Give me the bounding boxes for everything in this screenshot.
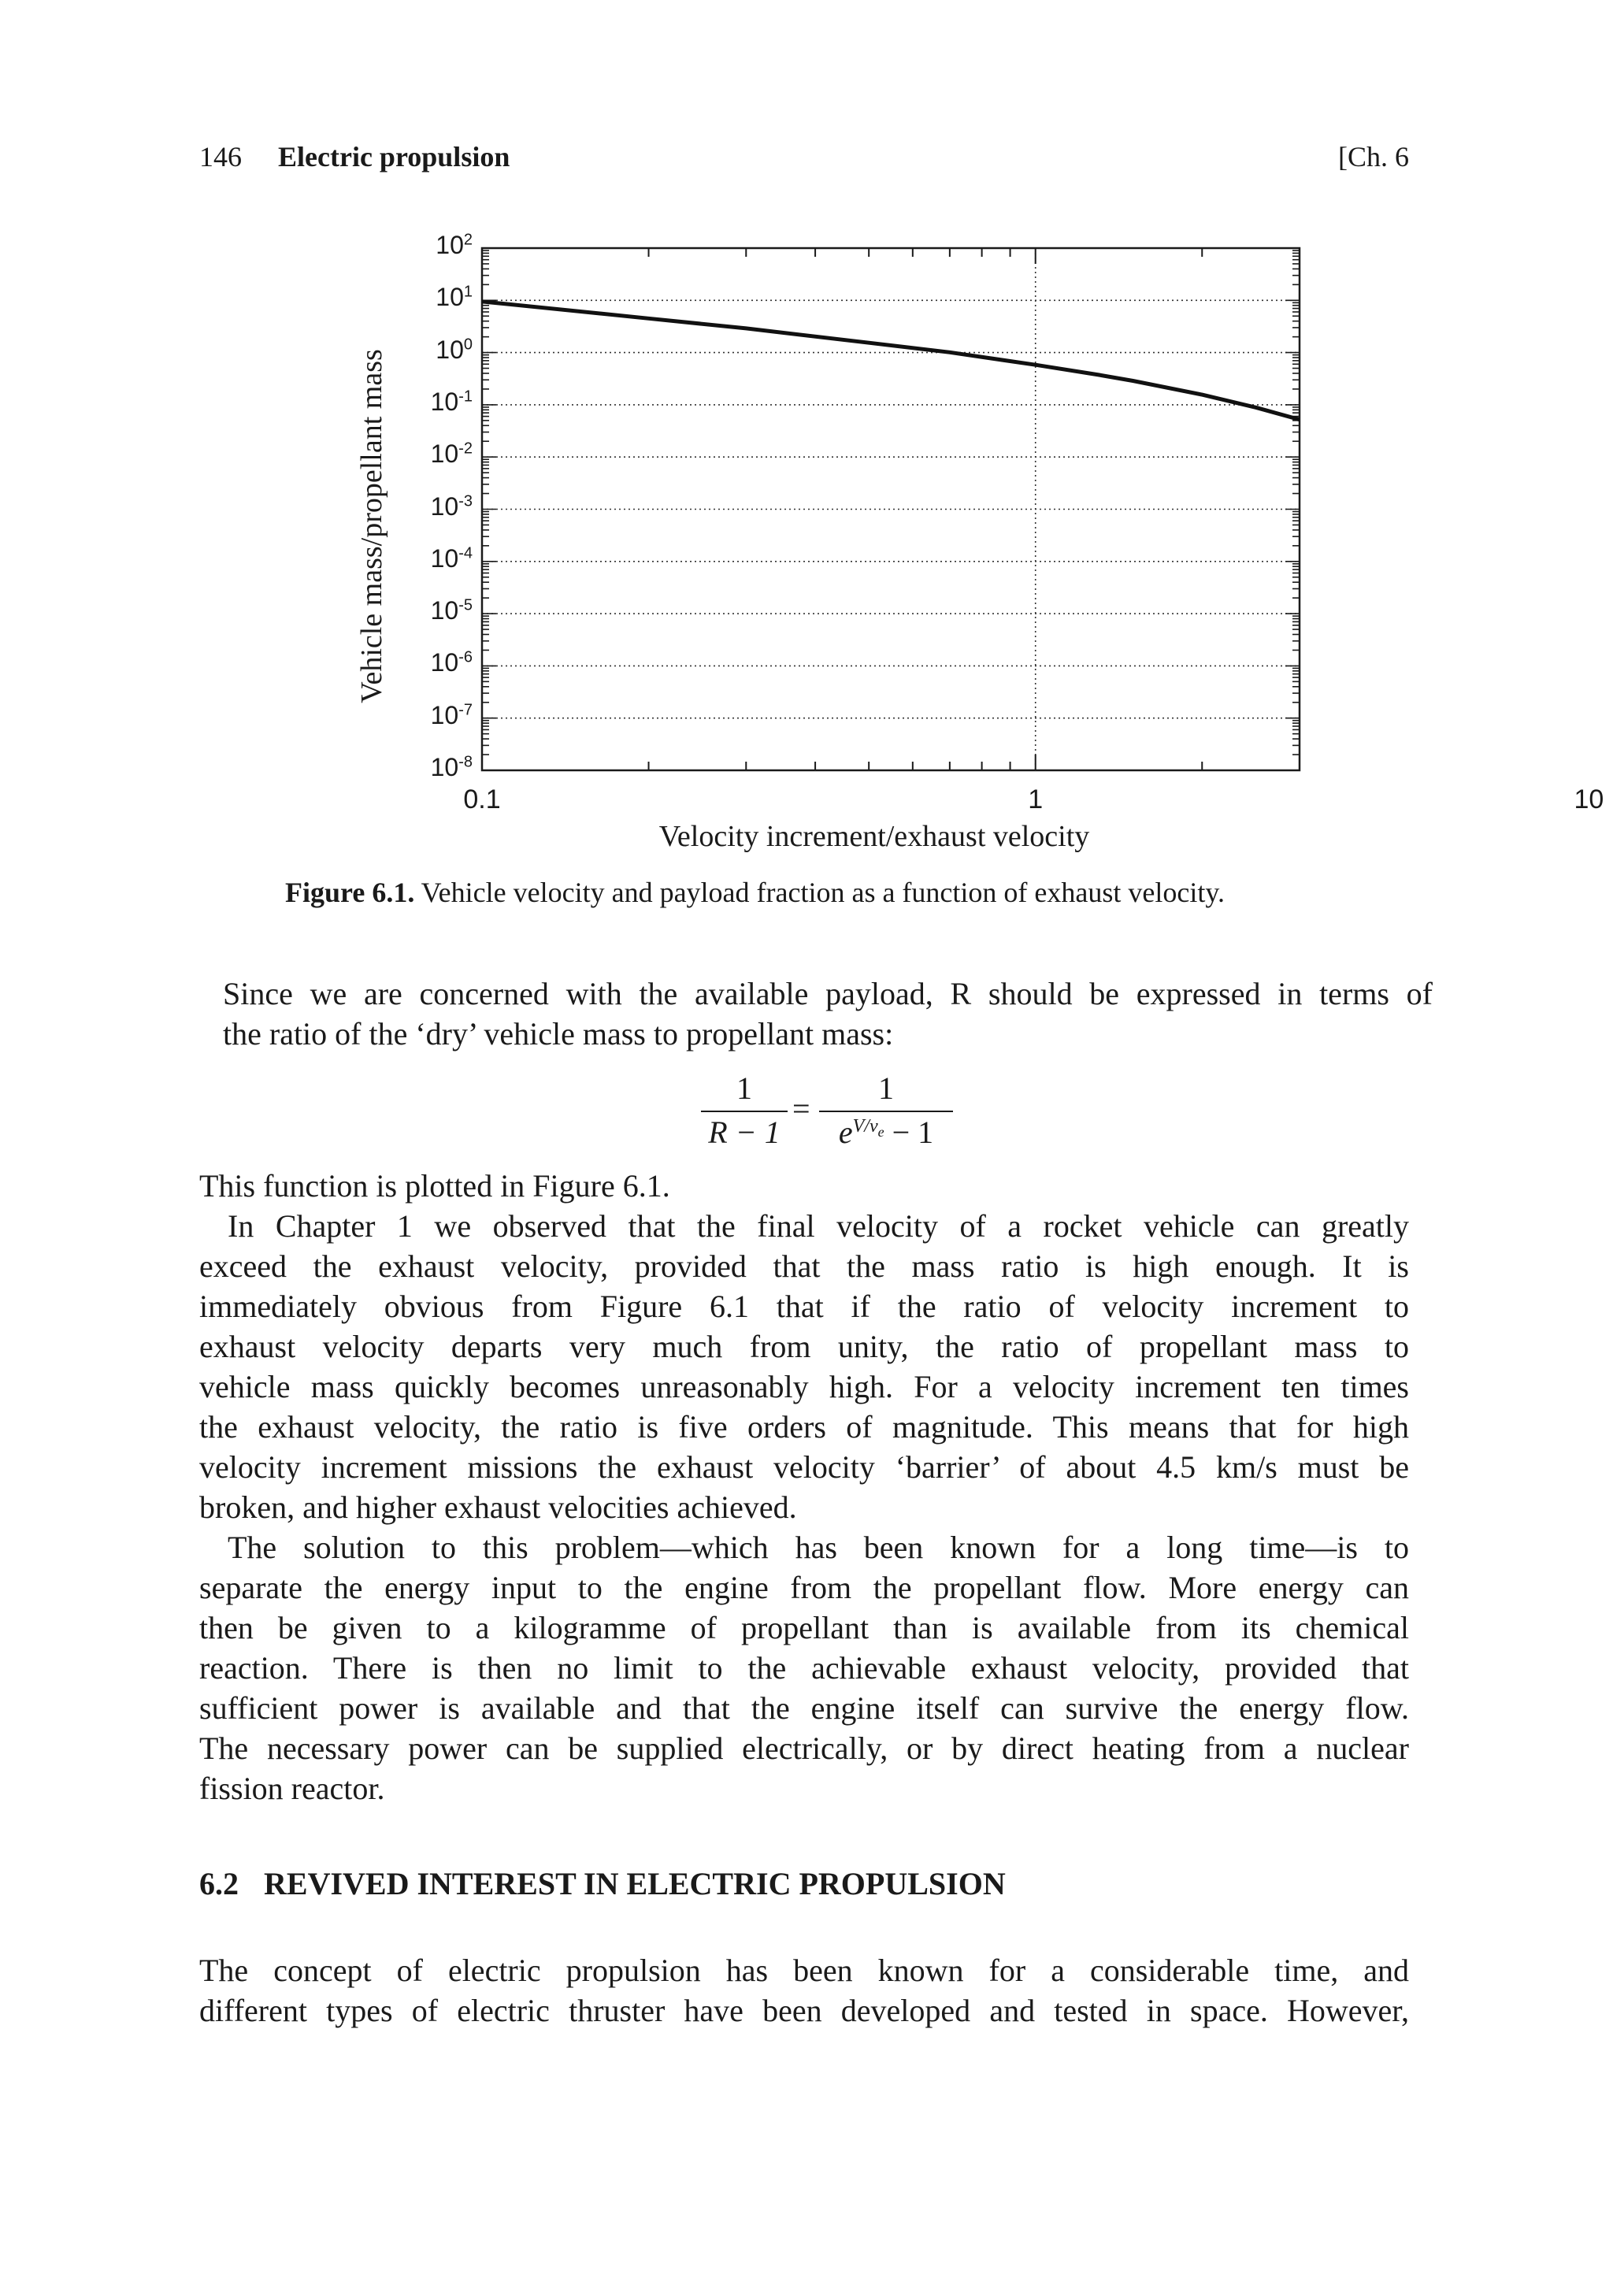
y-tick-label: $10^{-4}$ [430,543,473,573]
text-line: The necessary power can be supplied electrically, or by direct heating from a nuclear [199,1730,1409,1766]
paragraph-3 [199,1206,1409,1527]
y-tick-label: $10^{-7}$ [430,700,473,729]
text-line: sufficient power is available and that the engine itself can survive the energy flow. [199,1690,1409,1726]
text-line: immediately obvious from Figure 6.1 that if the ratio of velocity increment to [199,1289,1409,1324]
equation-rhs-denominator: $e^{V/v_e} - 1$ [838,1115,934,1150]
equation-equals: = [792,1091,810,1126]
y-axis-label: Vehicle mass/propellant mass [355,349,388,703]
text-line: vehicle mass quickly becomes unreasonably high. For a velocity increment ten times [199,1369,1409,1404]
y-tick-label: $10^0$ [436,335,473,364]
text-line: In Chapter 1 we observed that the final velocity of a rocket vehicle can greatly [228,1208,1409,1244]
section-heading [199,1865,1006,1902]
equation-lhs-denominator: R − 1 [708,1115,781,1150]
section-title: REVIVED INTEREST IN ELECTRIC PROPULSION [264,1866,1006,1901]
text-line: the exhaust velocity, the ratio is five orders of magnitude. This means that for high [199,1409,1409,1445]
equation-rhs-numerator: 1 [878,1070,894,1106]
chapter-reference: [Ch. 6 [1338,141,1409,172]
text-line: reaction. There is then no limit to the achievable exhaust velocity, provided that [199,1650,1409,1686]
x-axis-label: Velocity increment/exhaust velocity [658,820,1090,853]
y-tick-label: $10^2$ [436,231,473,259]
y-tick-label: $10^{-3}$ [430,491,473,521]
y-tick-label: $10^{-8}$ [430,753,473,781]
y-tick-label: $10^1$ [436,283,473,312]
equation [0,1070,1613,1156]
text-line: exhaust velocity departs very much from unity, the ratio of propellant mass to [199,1329,1409,1364]
equation-lhs-fraction [701,1070,788,1151]
paragraph-1 [223,974,1433,1054]
paragraph-4 [199,1527,1409,1808]
figure-6-1 [0,0,1613,908]
y-tick-label: $10^{-6}$ [430,648,473,677]
text-line: then be given to a kilogramme of propellant than is available from its chemical [199,1610,1409,1645]
figure-caption-text: Vehicle velocity and payload fraction as a function of exhaust velocity. [414,877,1225,908]
text-line: fission reactor. [199,1771,385,1806]
log-log-chart [0,0,1613,788]
figure-caption-label: Figure 6.1. [285,877,415,908]
text-line: velocity increment missions the exhaust velocity ‘barrier’ of about 4.5 km/s must be [199,1449,1409,1485]
y-tick-label: $10^{-5}$ [430,596,473,625]
data-series-line [482,302,1613,788]
equation-rhs-fraction [819,1070,953,1151]
running-title: Electric propulsion [278,141,510,172]
paragraph-5 [199,1950,1409,2031]
text-line: The solution to this problem—which has been known for a long time—is to [228,1530,1409,1565]
figure-caption [285,876,1225,909]
y-tick-label: $10^{-1}$ [430,387,473,416]
text-line: Since we are concerned with the available payload, R should be expressed in terms of [223,976,1433,1011]
text-line: different types of electric thruster have been developed and tested in space. However, [199,1993,1409,2028]
equation-lhs-numerator: 1 [736,1070,752,1106]
y-tick-label: $10^{-2}$ [430,440,473,469]
x-tick-label: 1 [1028,784,1044,814]
x-tick-label: 0.1 [463,784,501,814]
text-line: broken, and higher exhaust velocities achieved. [199,1489,797,1525]
page-number: 146 [199,141,242,172]
text-line: separate the energy input to the engine from the propellant flow. More energy can [199,1570,1409,1605]
text-line: The concept of electric propulsion has been known for a considerable time, and [199,1953,1409,1988]
section-number: 6.2 [199,1866,239,1901]
paragraph-2 [199,1166,1409,1206]
text-line: the ratio of the ‘dry’ vehicle mass to propellant mass: [223,1016,894,1052]
text-line: exceed the exhaust velocity, provided that the mass ratio is high enough. It is [199,1248,1409,1284]
text-line: This function is plotted in Figure 6.1. [199,1168,670,1204]
x-tick-label: 10 [1574,784,1604,814]
